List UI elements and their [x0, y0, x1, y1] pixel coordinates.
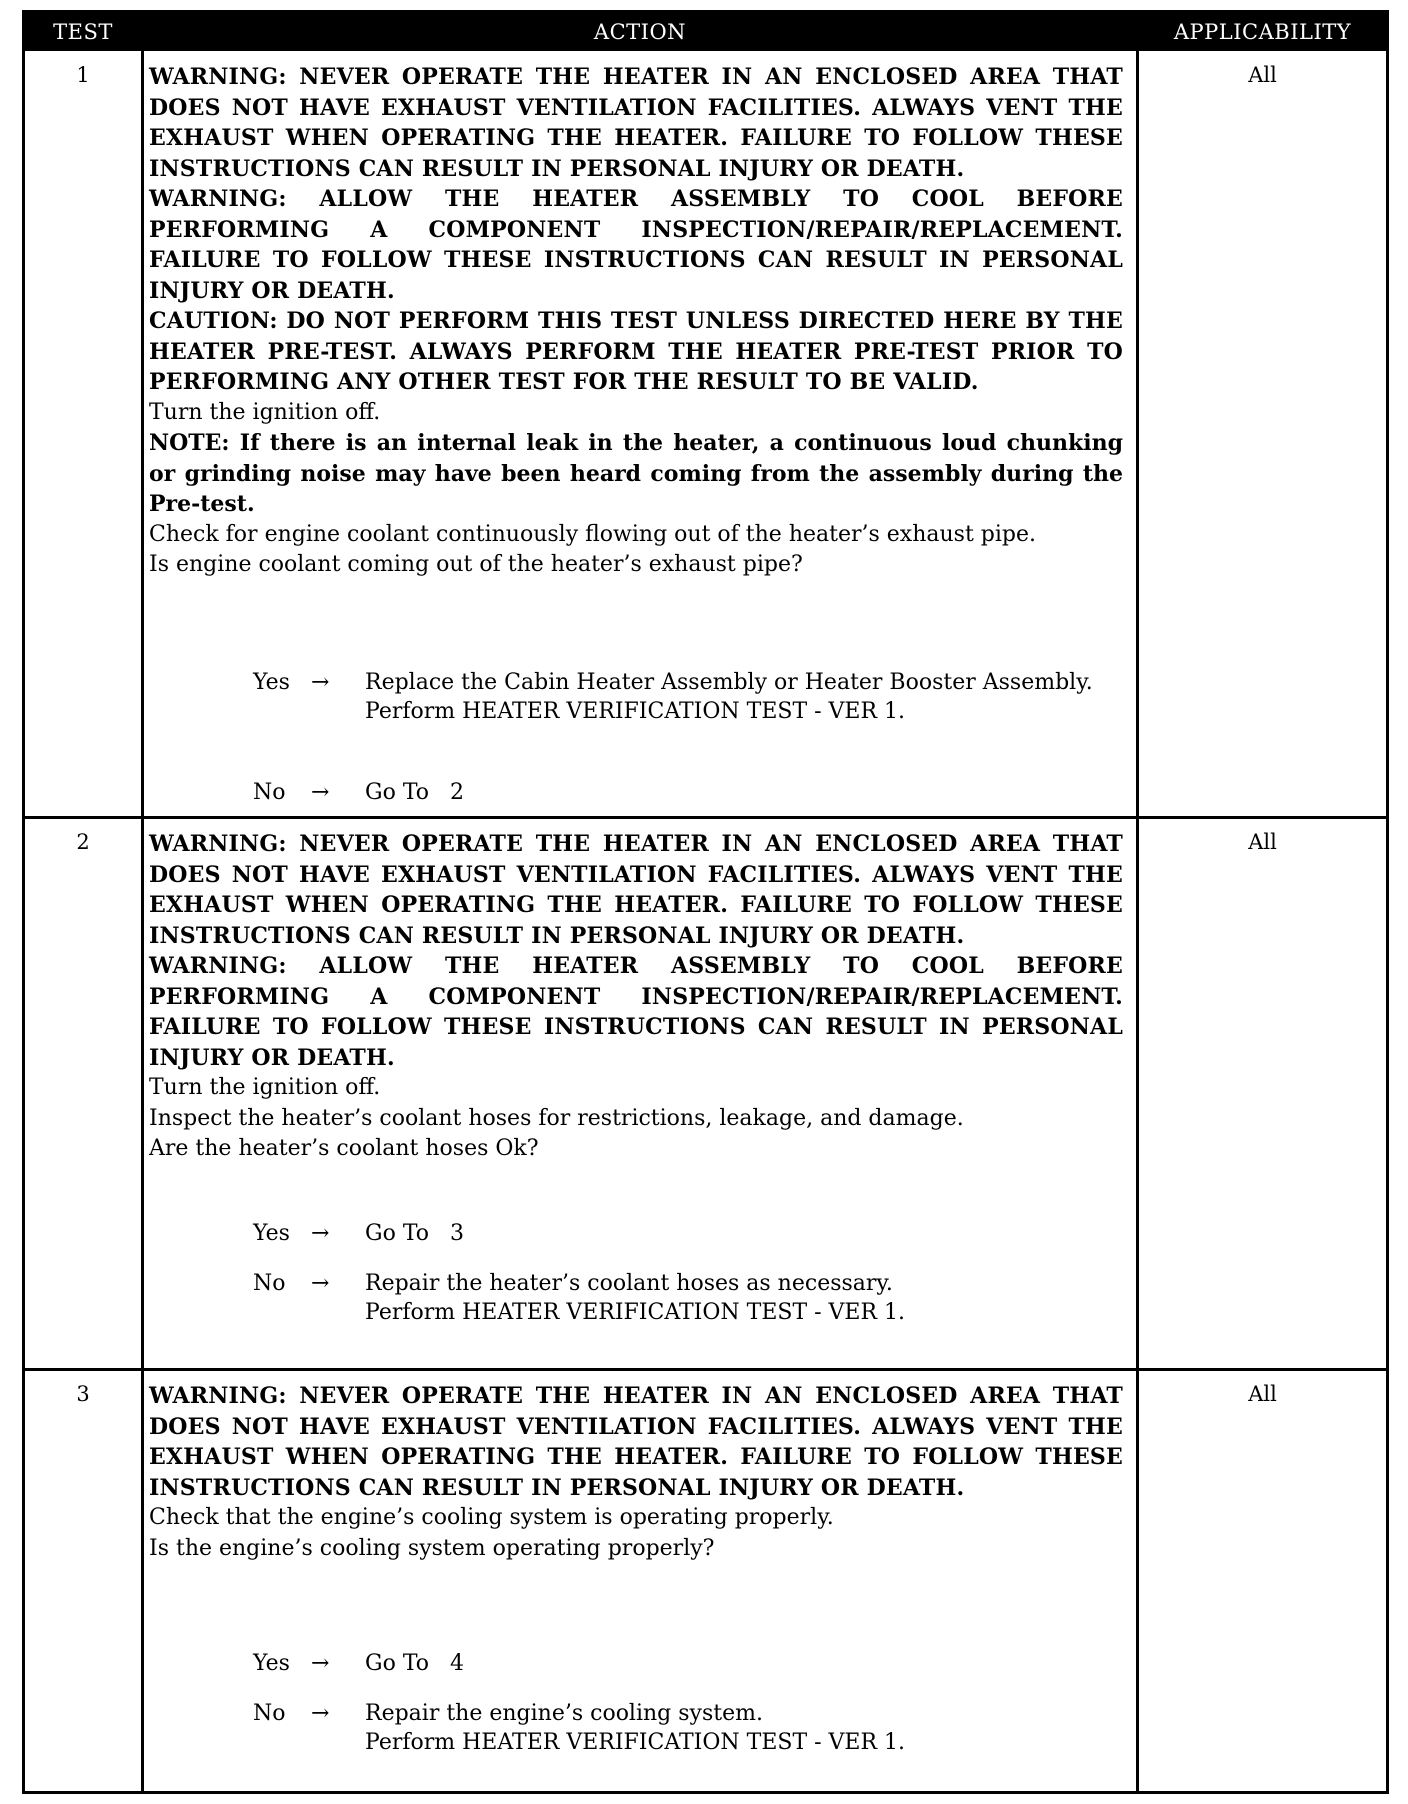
- arrow-icon: →: [311, 1271, 330, 1296]
- applicability-value: All: [1248, 830, 1277, 854]
- question-text: Is the engine’s cooling system operating properly?: [149, 1535, 715, 1561]
- test-number: 2: [76, 830, 90, 854]
- outcome-text: [365, 1269, 1125, 1327]
- outcome-line: Perform HEATER VERIFICATION TEST - VER 1.: [365, 1300, 906, 1325]
- applicability-value: All: [1248, 1382, 1277, 1406]
- instruction-text: Check that the engine’s cooling system is operating properly.: [149, 1505, 834, 1530]
- yes-label: Yes: [253, 1651, 290, 1676]
- instruction-text: Inspect the heater’s coolant hoses for restrictions, leakage, and damage.: [149, 1105, 964, 1131]
- column-divider: [141, 13, 144, 1791]
- yes-label: Yes: [253, 1221, 290, 1246]
- arrow-icon: →: [311, 1651, 330, 1676]
- warning-text: WARNING: NEVER OPERATE THE HEATER IN AN ENCLOSED AREA THAT DOES NOT HAVE EXHAUST VENTILATION FACILITIES. ALWAYS VENT THE EXHAUST WHEN OPERATING THE HEATER. FAILURE TO FOLLOW THESE INSTRUCTIONS CAN RESULT IN PERSONAL INJURY OR DEATH.: [149, 831, 1123, 949]
- goto-link[interactable]: Go To 2: [365, 780, 464, 805]
- outcome-line: Perform HEATER VERIFICATION TEST - VER 1.: [365, 699, 906, 724]
- row-divider: [25, 1368, 1386, 1371]
- outcome-line: Repair the engine’s cooling system.: [365, 1701, 763, 1726]
- applicability-value: All: [1248, 63, 1277, 87]
- no-label: No: [253, 1701, 286, 1726]
- yes-label: Yes: [253, 670, 290, 695]
- action-cell: [149, 829, 1123, 1165]
- header-action: ACTION: [593, 20, 687, 44]
- arrow-icon: →: [311, 670, 330, 695]
- instruction-text: Turn the ignition off.: [149, 399, 381, 425]
- outcome-text: [365, 668, 1125, 726]
- header-applicability: APPLICABILITY: [1173, 20, 1352, 44]
- test-number: 3: [76, 1382, 90, 1406]
- instruction-text: Check for engine coolant continuously flowing out of the heater’s exhaust pipe.: [149, 521, 1036, 547]
- diagnostic-test-table: [22, 10, 1389, 1794]
- goto-link[interactable]: Go To 3: [365, 1221, 464, 1246]
- test-number: 1: [76, 63, 90, 87]
- outcome-text: [365, 1699, 1125, 1757]
- outcome-line: Repair the heater’s coolant hoses as necessary.: [365, 1271, 893, 1296]
- action-cell: [149, 62, 1123, 581]
- instruction-text: Turn the ignition off.: [149, 1075, 381, 1100]
- arrow-icon: →: [311, 1701, 330, 1726]
- outcome-line: Perform HEATER VERIFICATION TEST - VER 1.: [365, 1730, 906, 1755]
- row-divider: [25, 816, 1386, 819]
- goto-link[interactable]: Go To 4: [365, 1651, 464, 1676]
- question-text: Is engine coolant coming out of the heater’s exhaust pipe?: [149, 552, 803, 577]
- warning-text: WARNING: ALLOW THE HEATER ASSEMBLY TO COOL BEFORE PERFORMING A COMPONENT INSPECTION/REPAIR/REPLACEMENT. FAILURE TO FOLLOW THESE INSTRUCTIONS CAN RESULT IN PERSONAL INJURY OR DEATH.: [149, 953, 1123, 1071]
- warning-text: WARNING: ALLOW THE HEATER ASSEMBLY TO COOL BEFORE PERFORMING A COMPONENT INSPECTION/REPAIR/REPLACEMENT. FAILURE TO FOLLOW THESE INSTRUCTIONS CAN RESULT IN PERSONAL INJURY OR DEATH.: [149, 186, 1123, 304]
- no-label: No: [253, 780, 286, 805]
- arrow-icon: →: [311, 780, 330, 805]
- table-header: [25, 13, 1386, 51]
- action-cell: [149, 1381, 1123, 1564]
- arrow-icon: →: [311, 1221, 330, 1246]
- header-test: TEST: [53, 20, 113, 44]
- question-text: Are the heater’s coolant hoses Ok?: [149, 1136, 539, 1161]
- warning-text: WARNING: NEVER OPERATE THE HEATER IN AN ENCLOSED AREA THAT DOES NOT HAVE EXHAUST VENTILATION FACILITIES. ALWAYS VENT THE EXHAUST WHEN OPERATING THE HEATER. FAILURE TO FOLLOW THESE INSTRUCTIONS CAN RESULT IN PERSONAL INJURY OR DEATH.: [149, 1383, 1123, 1501]
- warning-text: WARNING: NEVER OPERATE THE HEATER IN AN ENCLOSED AREA THAT DOES NOT HAVE EXHAUST VENTILATION FACILITIES. ALWAYS VENT THE EXHAUST WHEN OPERATING THE HEATER. FAILURE TO FOLLOW THESE INSTRUCTIONS CAN RESULT IN PERSONAL INJURY OR DEATH.: [149, 64, 1123, 182]
- column-divider: [1136, 13, 1139, 1791]
- caution-text: CAUTION: DO NOT PERFORM THIS TEST UNLESS DIRECTED HERE BY THE HEATER PRE-TEST. ALWAYS PERFORM THE HEATER PRE-TEST PRIOR TO PERFORMING ANY OTHER TEST FOR THE RESULT TO BE VALID.: [149, 308, 1123, 395]
- note-text: NOTE: If there is an internal leak in the heater, a continuous loud chunking or grinding noise may have been heard coming from the assembly during the Pre-test.: [149, 430, 1123, 517]
- no-label: No: [253, 1271, 286, 1296]
- outcome-line: Replace the Cabin Heater Assembly or Heater Booster Assembly.: [365, 670, 1093, 695]
